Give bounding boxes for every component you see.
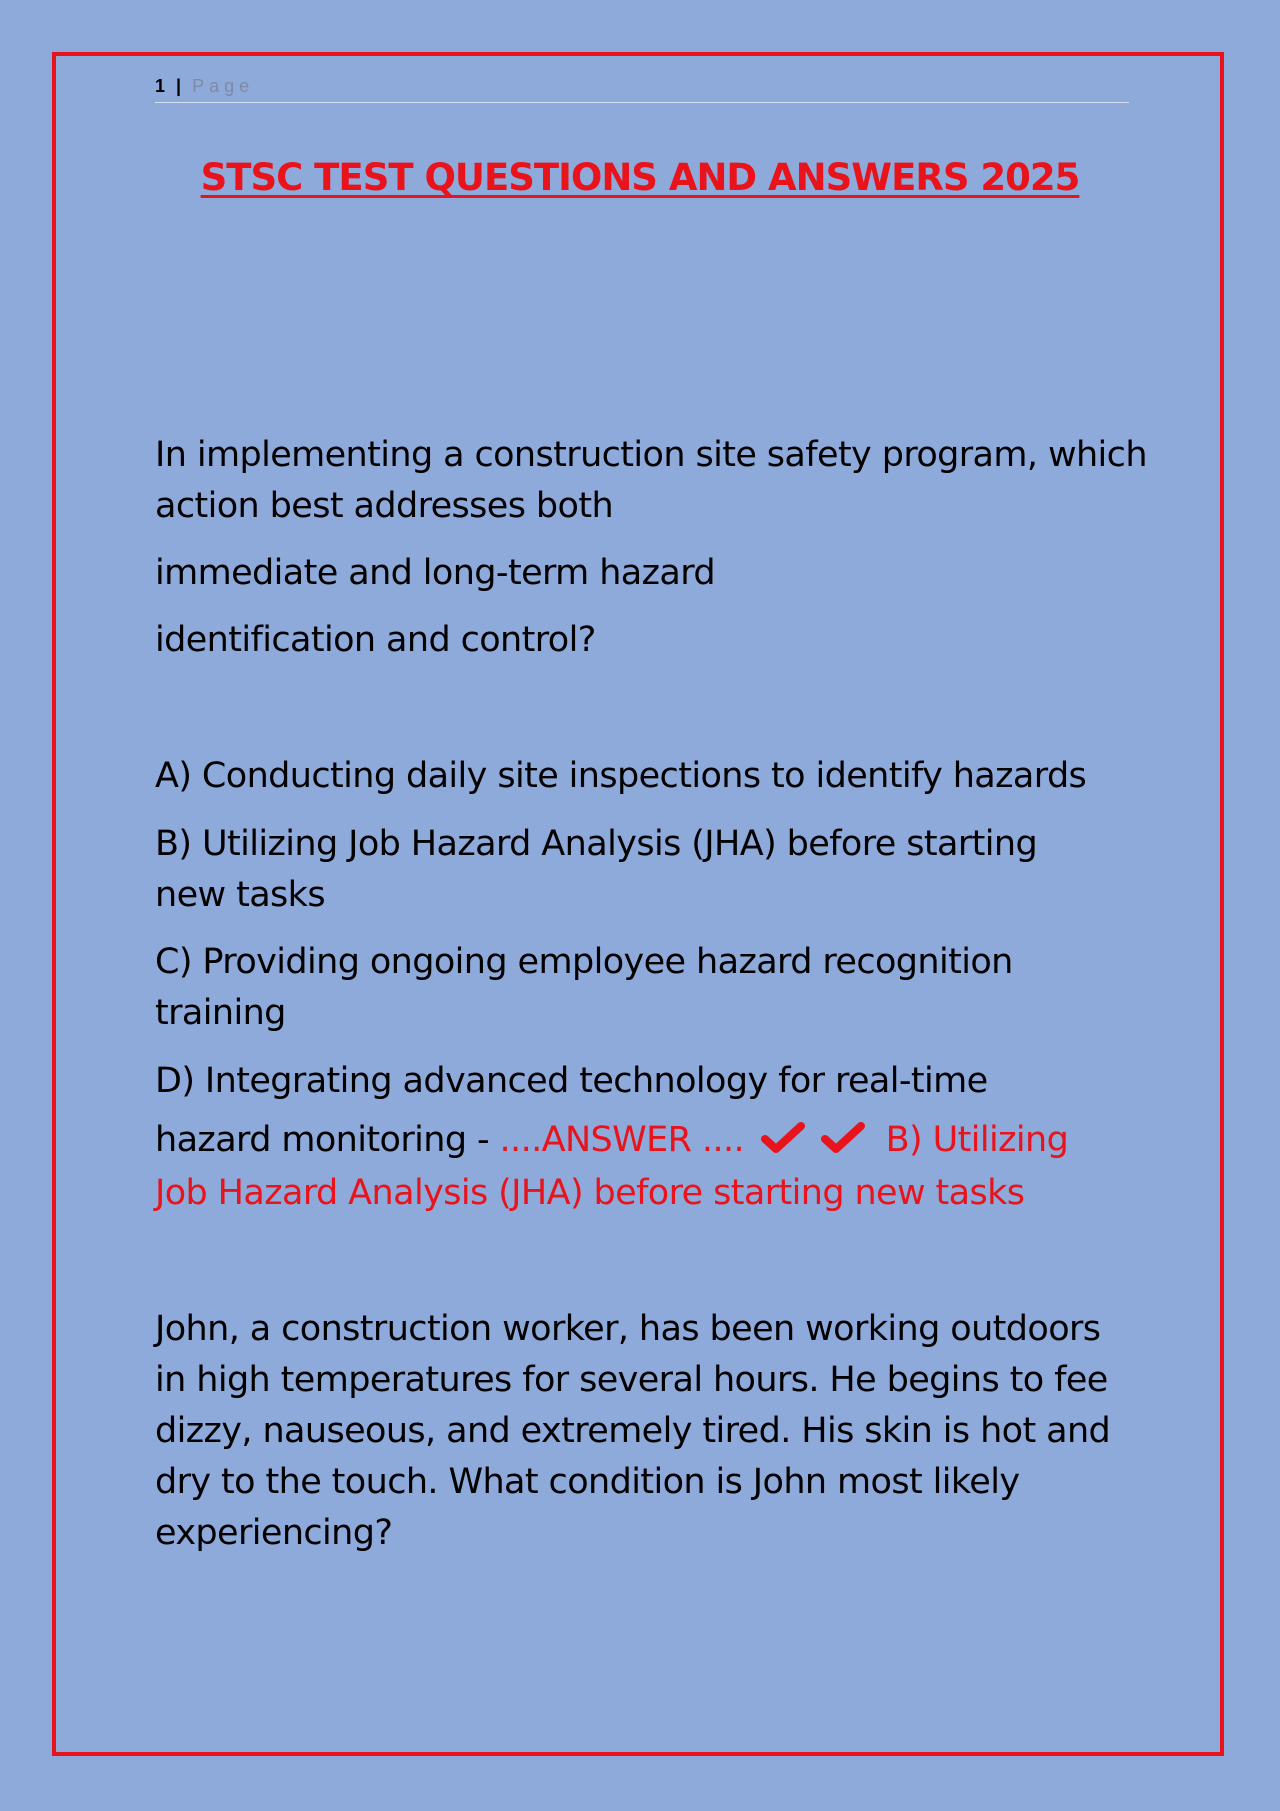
question-2-prompt-line: dizzy, nauseous, and extremely tired. His skin is hot and: [155, 1411, 1111, 1451]
question-1-prompt-line: action best addresses both: [155, 486, 614, 526]
option-c: [155, 937, 1140, 1039]
option-c-line: C) Providing ongoing employee hazard recognition: [155, 942, 1013, 982]
page-number: 1: [155, 76, 166, 96]
question-1-prompt: [155, 430, 1147, 532]
option-b: [155, 819, 1140, 921]
question-2-prompt-line: dry to the touch. What condition is John most likely: [155, 1462, 1020, 1502]
checkmark-icon: [761, 1121, 805, 1155]
answer-text-continued: Job Hazard Analysis (JHA) before starting new tasks: [155, 1173, 1025, 1213]
question-1-prompt-line: immediate and long-term hazard: [155, 553, 716, 593]
page-separator: |: [176, 76, 182, 96]
question-2-prompt-line: John, a construction worker, has been working outdoors: [155, 1309, 1101, 1349]
question-2-prompt-line: experiencing?: [155, 1513, 393, 1553]
answer-line: [155, 1115, 1140, 1166]
question-2-prompt: [155, 1304, 1140, 1559]
question-1-prompt-line: In implementing a construction site safety program, which: [155, 435, 1147, 475]
page-label: Page: [192, 76, 255, 96]
question-1-prompt-line: identification and control?: [155, 620, 596, 660]
option-d: D) Integrating advanced technology for real-time: [155, 1061, 988, 1101]
answer-text: B) Utilizing: [885, 1120, 1069, 1160]
page-header: [155, 76, 1129, 103]
option-d-continued: hazard monitoring -: [155, 1120, 500, 1160]
option-c-line: training: [155, 993, 286, 1033]
document-title: STSC TEST QUESTIONS AND ANSWERS 2025: [200, 156, 1080, 199]
answer-marker: ....ANSWER ....: [499, 1120, 745, 1160]
option-b-line: new tasks: [155, 875, 325, 915]
checkmark-icon: [821, 1121, 865, 1155]
question-2-prompt-line: in high temperatures for several hours. He begins to fee: [155, 1360, 1108, 1400]
option-b-line: B) Utilizing Job Hazard Analysis (JHA) before starting: [155, 824, 1038, 864]
option-a: A) Conducting daily site inspections to identify hazards: [155, 756, 1087, 796]
